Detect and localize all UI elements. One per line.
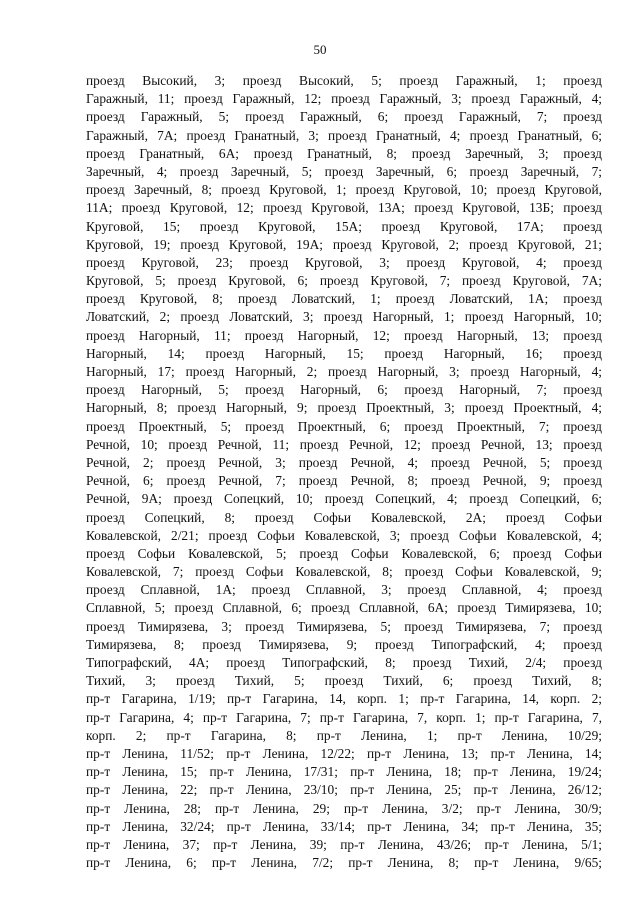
text-line: проезд Гаражный, 5; проезд Гаражный, 6; проезд Гаражный, 7; проезд [86, 109, 602, 125]
text-line: проезд Нагорный, 5; проезд Нагорный, 6; проезд Нагорный, 7; проезд [86, 382, 602, 398]
text-line: проезд Тимирязева, 3; проезд Тимирязева, 5; проезд Тимирязева, 7; проезд [86, 618, 602, 634]
text-line: Речной, 6; проезд Речной, 7; проезд Речной, 8; проезд Речной, 9; проезд [86, 473, 602, 489]
text-line: Ловатский, 2; проезд Ловатский, 3; проезд Нагорный, 1; проезд Нагорный, 10; [86, 309, 602, 325]
text-line: проезд Сопецкий, 8; проезд Софьи Ковалевской, 2А; проезд Софьи [86, 509, 602, 525]
text-line: проезд Сплавной, 1А; проезд Сплавной, 3; проезд Сплавной, 4; проезд [86, 582, 602, 598]
text-line: проезд Круговой, 8; проезд Ловатский, 1; проезд Ловатский, 1А; проезд [86, 291, 602, 307]
text-line: пр-т Ленина, 6; пр-т Ленина, 7/2; пр-т Ленина, 8; пр-т Ленина, 9/65; [86, 855, 602, 871]
text-line: проезд Нагорный, 11; проезд Нагорный, 12; проезд Нагорный, 13; проезд [86, 327, 602, 343]
text-line: пр-т Гагарина, 1/19; пр-т Гагарина, 14, корп. 1; пр-т Гагарина, 14, корп. 2; [86, 691, 602, 707]
text-line: Нагорный, 17; проезд Нагорный, 2; проезд Нагорный, 3; проезд Нагорный, 4; [86, 364, 602, 379]
text-line: Тихий, 3; проезд Тихий, 5; проезд Тихий, 6; проезд Тихий, 8; [86, 673, 602, 689]
text-line: Сплавной, 5; проезд Сплавной, 6; проезд Сплавной, 6А; проезд Тимирязева, 10; [86, 600, 602, 616]
text-line: пр-т Ленина, 22; пр-т Ленина, 23/10; пр-т Ленина, 25; пр-т Ленина, 26/12; [86, 782, 602, 798]
text-line: пр-т Ленина, 11/52; пр-т Ленина, 12/22; пр-т Ленина, 13; пр-т Ленина, 14; [86, 745, 602, 761]
text-line: Ковалевской, 7; проезд Софьи Ковалевской, 8; проезд Софьи Ковалевской, 9; [86, 564, 602, 580]
text-line: Круговой, 15; проезд Круговой, 15А; проезд Круговой, 17А; проезд [86, 218, 602, 234]
text-line: проезд Круговой, 23; проезд Круговой, 3; проезд Круговой, 4; проезд [86, 254, 602, 270]
text-line: 11А; проезд Круговой, 12; проезд Круговой, 13А; проезд Круговой, 13Б; проезд [86, 200, 602, 216]
text-line: Круговой, 19; проезд Круговой, 19А; проезд Круговой, 2; проезд Круговой, 21; [86, 236, 602, 252]
text-line: Гаражный, 7А; проезд Гранатный, 3; проезд Гранатный, 4; проезд Гранатный, 6; [86, 127, 602, 143]
text-line: Речной, 10; проезд Речной, 11; проезд Речной, 12; проезд Речной, 13; проезд [86, 436, 602, 452]
text-line: проезд Софьи Ковалевской, 5; проезд Софьи Ковалевской, 6; проезд Софьи [86, 545, 602, 561]
text-line: Заречный, 4; проезд Заречный, 5; проезд Заречный, 6; проезд Заречный, 7; [86, 163, 602, 179]
text-line: корп. 2; пр-т Гагарина, 8; пр-т Ленина, 1; пр-т Ленина, 10/29; [86, 727, 602, 743]
text-line: Типографский, 4А; проезд Типографский, 8; проезд Тихий, 2/4; проезд [86, 655, 602, 670]
text-line: пр-т Ленина, 15; пр-т Ленина, 17/31; пр-т Ленина, 18; пр-т Ленина, 19/24; [86, 764, 602, 780]
text-line: Речной, 2; проезд Речной, 3; проезд Речной, 4; проезд Речной, 5; проезд [86, 454, 602, 470]
address-list-paragraph [86, 72, 602, 872]
text-line: Нагорный, 14; проезд Нагорный, 15; проезд Нагорный, 16; проезд [86, 345, 602, 361]
text-line: пр-т Гагарина, 4; пр-т Гагарина, 7; пр-т Гагарина, 7, корп. 1; пр-т Гагарина, 7, [86, 709, 602, 725]
text-line: Ковалевской, 2/21; проезд Софьи Ковалевской, 3; проезд Софьи Ковалевской, 4; [86, 527, 602, 543]
text-line: Нагорный, 8; проезд Нагорный, 9; проезд Проектный, 3; проезд Проектный, 4; [86, 400, 602, 416]
text-line: Гаражный, 11; проезд Гаражный, 12; проезд Гаражный, 3; проезд Гаражный, 4; [86, 91, 602, 107]
text-line: пр-т Ленина, 32/24; пр-т Ленина, 33/14; пр-т Ленина, 34; пр-т Ленина, 35; [86, 818, 602, 834]
text-line: проезд Проектный, 5; проезд Проектный, 6; проезд Проектный, 7; проезд [86, 418, 602, 434]
text-line: Тимирязева, 8; проезд Тимирязева, 9; проезд Типографский, 4; проезд [86, 636, 602, 652]
page-number: 50 [313, 42, 327, 57]
text-line: проезд Заречный, 8; проезд Круговой, 1; проезд Круговой, 10; проезд Круговой, [86, 182, 602, 198]
text-line: пр-т Ленина, 28; пр-т Ленина, 29; пр-т Ленина, 3/2; пр-т Ленина, 30/9; [86, 800, 602, 816]
text-line: пр-т Ленина, 37; пр-т Ленина, 39; пр-т Ленина, 43/26; пр-т Ленина, 5/1; [86, 836, 602, 852]
text-line: проезд Гранатный, 6А; проезд Гранатный, 8; проезд Заречный, 3; проезд [86, 145, 602, 161]
text-line: Круговой, 5; проезд Круговой, 6; проезд Круговой, 7; проезд Круговой, 7А; [86, 273, 602, 289]
text-line: проезд Высокий, 3; проезд Высокий, 5; проезд Гаражный, 1; проезд [86, 73, 602, 88]
text-line: Речной, 9А; проезд Сопецкий, 10; проезд Сопецкий, 4; проезд Сопецкий, 6; [86, 491, 602, 507]
